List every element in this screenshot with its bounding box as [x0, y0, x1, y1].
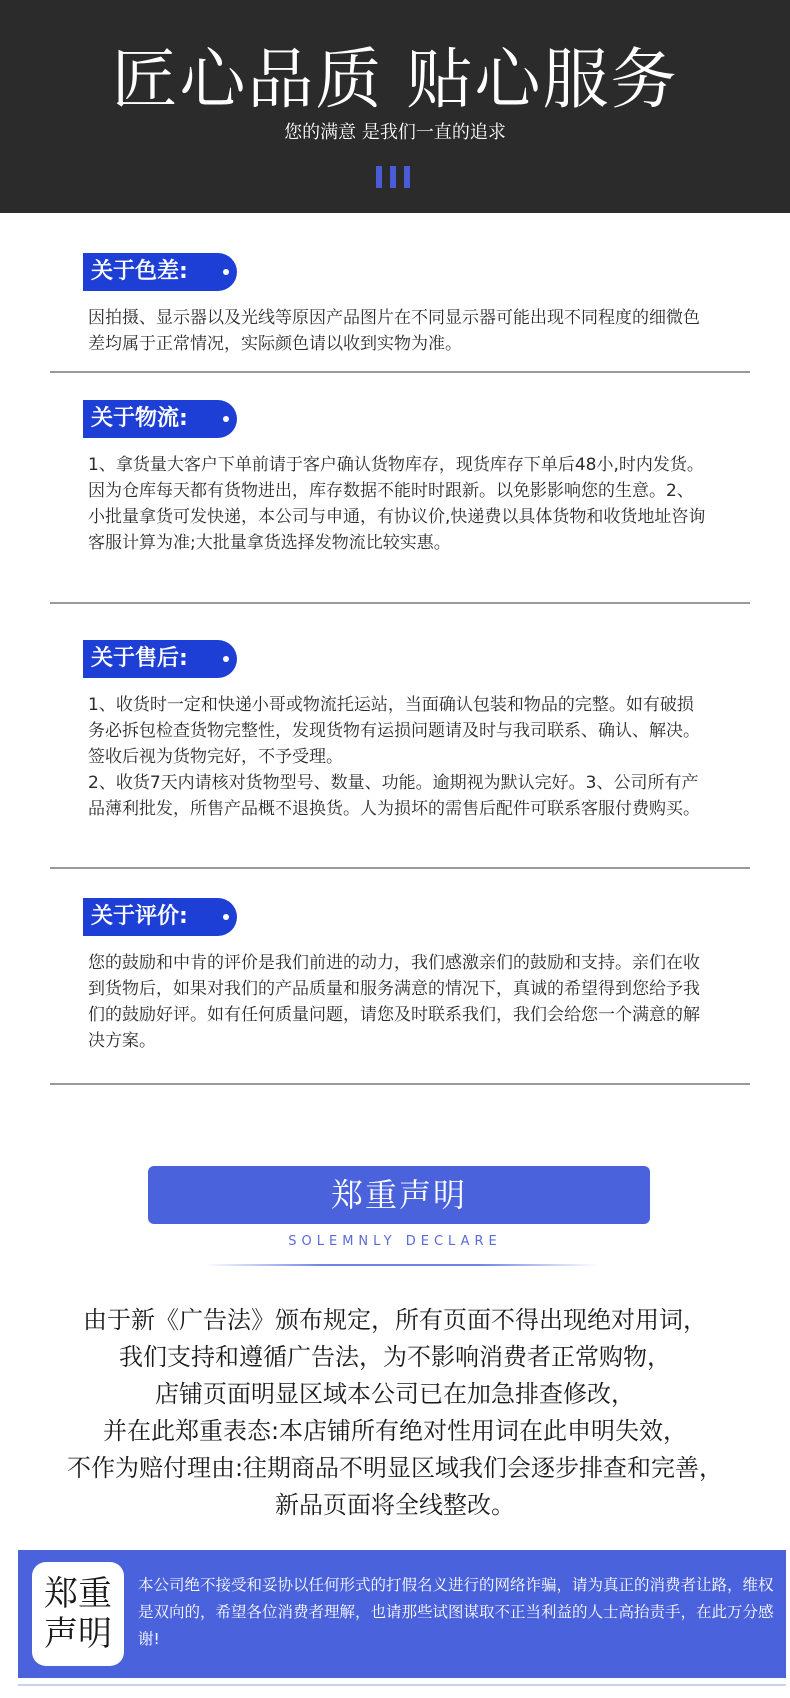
header-banner	[0, 0, 790, 213]
page-title: 匠心品质 贴心服务	[111, 41, 679, 118]
declare-subtitle: SOLEMNLY DECLARE	[288, 1234, 502, 1249]
statement-line: 我们支持和遵循广告法，为不影响消费者正常购物，	[119, 1343, 671, 1371]
section-text: 因拍摄、显示器以及光线等原因产品图片在不同显示器可能出现不同程度的细微色差均属于正常情况，实际颜色请以收到实物为准。	[88, 308, 700, 354]
footer-badge-text	[32, 1574, 124, 1654]
section-divider	[50, 1083, 750, 1085]
statement-line: 店铺页面明显区域本公司已在加急排查修改，	[155, 1380, 635, 1408]
section-label: 关于评价:	[91, 904, 188, 929]
tag-dot-icon	[223, 416, 229, 422]
section-divider	[50, 371, 750, 373]
decorative-bars-icon	[376, 166, 412, 188]
statement-line: 新品页面将全线整改。	[275, 1491, 515, 1519]
section-text	[88, 692, 708, 822]
page-subtitle: 您的满意 是我们一直的追求	[284, 122, 506, 143]
footer-notice	[18, 1550, 786, 1678]
declare-divider	[205, 1264, 597, 1266]
bottom-divider	[18, 1684, 786, 1686]
badge-line: 声明	[44, 1614, 112, 1654]
section-divider	[50, 867, 750, 869]
tag-dot-icon	[223, 656, 229, 662]
section-label: 关于售后:	[91, 646, 188, 671]
section-label: 关于色差:	[91, 259, 188, 284]
footer-badge	[32, 1562, 124, 1666]
section-label: 关于物流:	[91, 406, 188, 431]
statement-line: 并在此郑重表态:本店铺所有绝对性用词在此申明失效，	[102, 1417, 688, 1445]
tag-dot-icon	[223, 269, 229, 275]
section-text: 您的鼓励和中肯的评价是我们前进的动力，我们感激亲们的鼓励和支持。亲们在收到货物后，如果对我们的产品质量和服务满意的情况下，真诚的希望得到您给予我们的鼓励好评。如有任何质量问题，请您及时联系我们，我们会给您一个满意的解决方案。	[88, 953, 700, 1051]
declare-title: 郑重声明	[330, 1176, 467, 1214]
tag-dot-icon	[223, 914, 229, 920]
statement-line: 不作为赔付理由:往期商品不明显区域我们会逐步排查和完善，	[66, 1454, 724, 1482]
declare-statement	[20, 1302, 770, 1524]
section-paragraph: 1、收货时一定和快递小哥或物流托运站，当面确认包装和物品的完整。如有破损务必拆包检查货物完整性，发现货物有运损问题请及时与我司联系、确认、解决。签收后视为货物完好，不予受理。	[88, 695, 700, 767]
declare-title-box	[148, 1166, 650, 1224]
section-divider	[50, 602, 750, 604]
section-paragraph: 2、收货7天内请核对货物型号、数量、功能。逾期视为默认完好。3、公司所有产品薄利批发，所售产品概不退换货。人为损坏的需售后配件可联系客服付费购买。	[88, 773, 700, 819]
badge-line: 郑重	[44, 1574, 112, 1614]
footer-text: 本公司绝不接受和妥协以任何形式的打假名义进行的网络诈骗，请为真正的消费者让路，维权是双向的，希望各位消费者理解，也请那些试图谋取不正当利益的人士高抬责手，在此万分感谢!	[138, 1576, 774, 1648]
statement-line: 由于新《广告法》颁布规定，所有页面不得出现绝对用词，	[83, 1306, 707, 1334]
section-text: 1、拿货量大客户下单前请于客户确认货物库存，现货库存下单后48小,时内发货。因为仓库每天都有货物进出，库存数据不能时时跟新。以免影影响您的生意。2、小批量拿货可发快递，本公司与申通，有协议价,快递费以具体货物和收货地址咨询客服计算为准;大批量拿货选择发物流比较实惠。	[88, 455, 706, 553]
